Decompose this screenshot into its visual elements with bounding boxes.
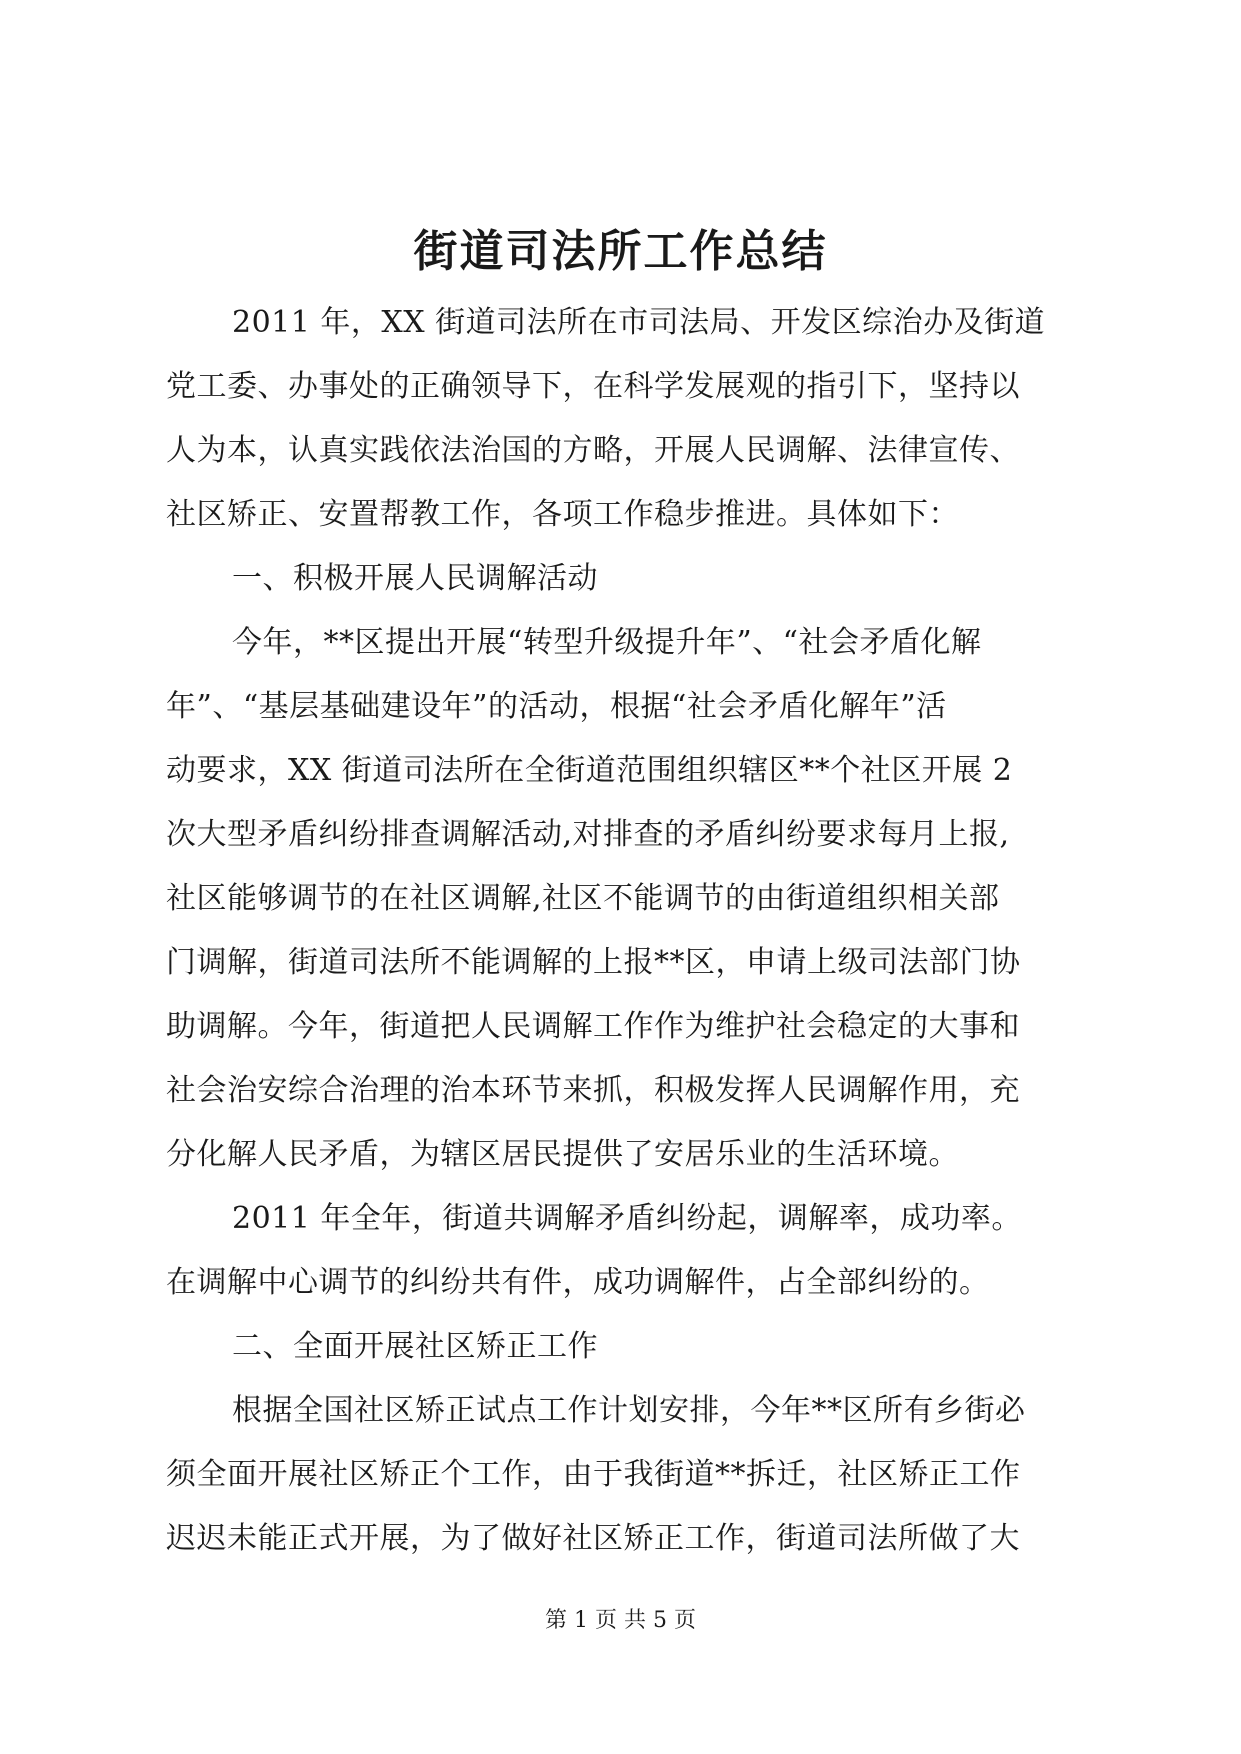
paragraph-line: 2011 年，XX 街道司法所在市司法局、开发区综治办及街道: [232, 305, 1046, 340]
paragraph-line: 门调解，街道司法所不能调解的上报**区，申请上级司法部门协: [166, 945, 1021, 980]
paragraph-line: 今年，**区提出开展“转型升级提升年”、“社会矛盾化解: [232, 625, 982, 660]
paragraph-line: 助调解。今年，街道把人民调解工作作为维护社会稳定的大事和: [166, 1009, 1020, 1044]
paragraph-line: 动要求，XX 街道司法所在全街道范围组织辖区**个社区开展 2: [166, 753, 1013, 788]
paragraph-line: 根据全国社区矫正试点工作计划安排，今年**区所有乡街必: [232, 1393, 1026, 1428]
paragraph-line: 在调解中心调节的纠纷共有件，成功调解件，占全部纠纷的。: [166, 1265, 990, 1300]
section-heading: 一、积极开展人民调解活动: [232, 561, 598, 596]
paragraph-line: 次大型矛盾纠纷排查调解活动,对排查的矛盾纠纷要求每月上报,: [166, 817, 1010, 852]
paragraph-line: 社区矫正、安置帮教工作，各项工作稳步推进。具体如下：: [166, 497, 959, 532]
paragraph-line: 须全面开展社区矫正个工作，由于我街道**拆迁，社区矫正工作: [166, 1457, 1021, 1492]
section-heading: 二、全面开展社区矫正工作: [232, 1329, 598, 1364]
paragraph-line: 党工委、办事处的正确领导下，在科学发展观的指引下，坚持以: [166, 369, 1020, 404]
paragraph-line: 迟迟未能正式开展，为了做好社区矫正工作，街道司法所做了大: [166, 1521, 1020, 1556]
document-body: [166, 291, 1076, 1571]
paragraph-line: 人为本，认真实践依法治国的方略，开展人民调解、法律宣传、: [166, 433, 1020, 468]
paragraph-line: 社会治安综合治理的治本环节来抓，积极发挥人民调解作用，充: [166, 1073, 1020, 1108]
paragraph-line: 社区能够调节的在社区调解,社区不能调节的由街道组织相关部: [166, 881, 1000, 916]
page-footer: 第 1 页 共 5 页: [545, 1608, 696, 1633]
paragraph-line: 分化解人民矛盾，为辖区居民提供了安居乐业的生活环境。: [166, 1137, 959, 1172]
paragraph-line: 2011 年全年，街道共调解矛盾纠纷起，调解率，成功率。: [232, 1201, 1022, 1236]
document-title: 街道司法所工作总结: [413, 226, 828, 277]
paragraph-line: 年”、“基层基础建设年”的活动，根据“社会矛盾化解年”活: [166, 689, 947, 724]
